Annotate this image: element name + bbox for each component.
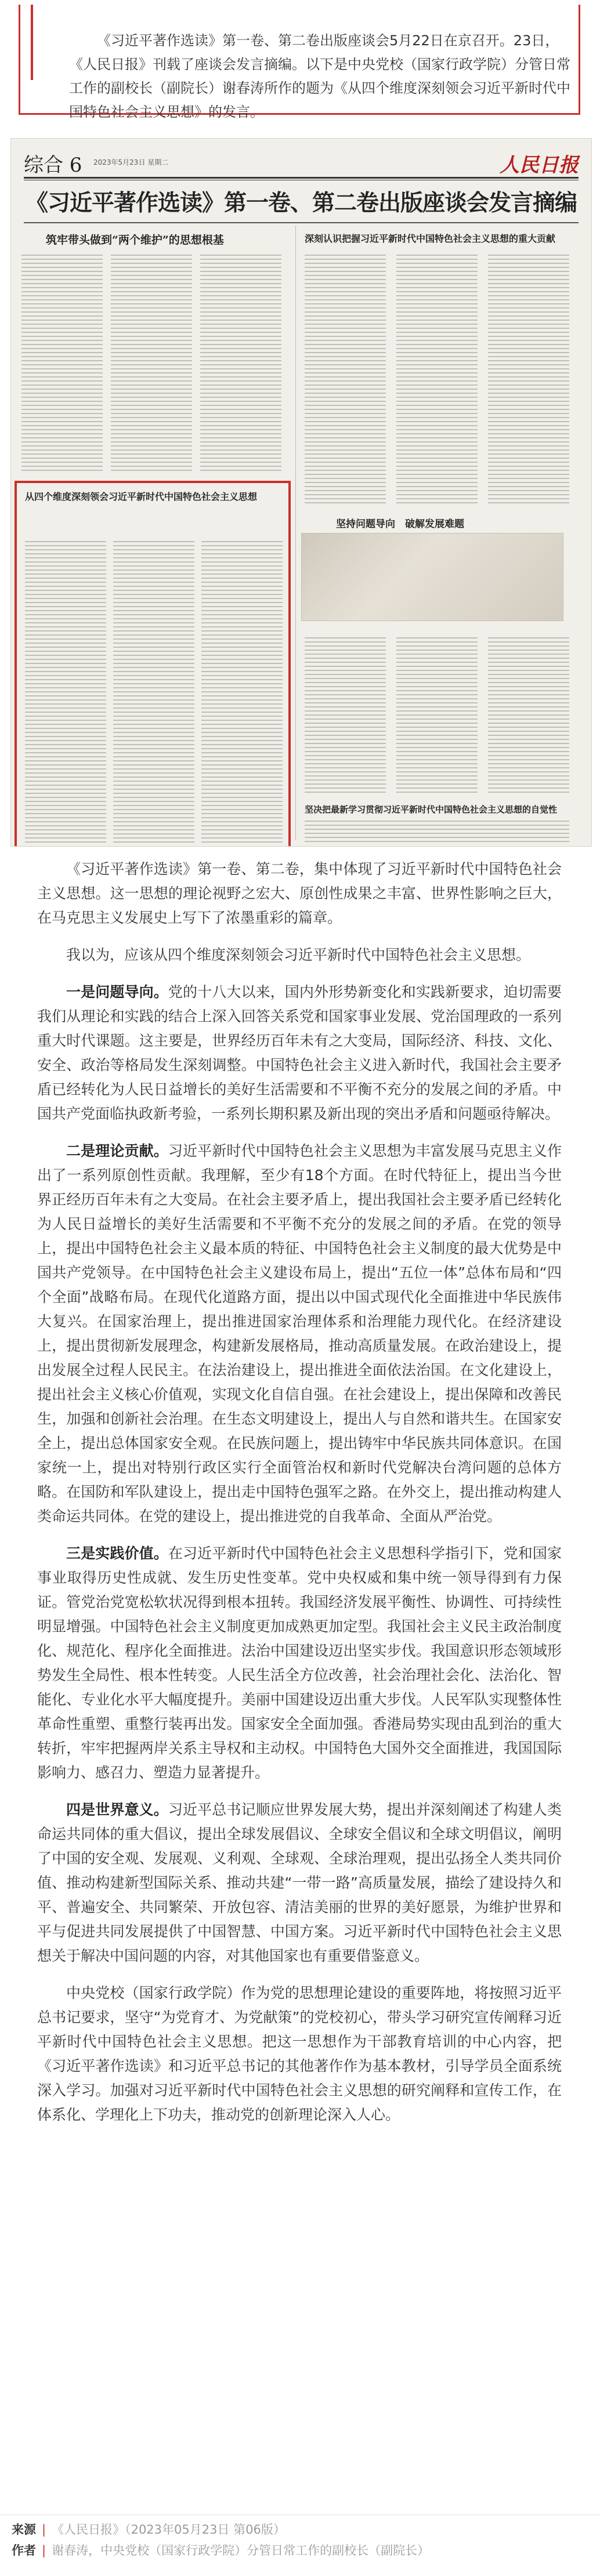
- paragraph: 三是实践价值。在习近平新时代中国特色社会主义思想科学指引下，党和国家事业取得历史性成就、发生历史性变革。党中央权威和集中统一领导得到有力保证。管党治党宽松软状况得到根本扭转。我国经济发展平衡性、协调性、可持续性明显增强。中国特色社会主义制度更加成熟更加定型。我国社会主义民主政治制度化、规范化、程序化全面推进。法治中国建设迈出坚实步伐。我国意识形态领域形势发生全局性、根本性转变。人民生活全方位改善，社会治理社会化、法治化、智能化、专业化水平大幅度提升。美丽中国建设迈出重大步伐。人民军队实现整体性革命性重塑、重整行装再出发。国家安全全面加强。香港局势实现由乱到治的重大转折，牢牢把握两岸关系主导权和主动权。中国特色大国外交全面推进，我国国际影响力、感召力、塑造力显著提升。: [37, 1545, 562, 1781]
- article-text-block: [111, 255, 192, 472]
- source-value[interactable]: 《人民日报》（2023年05月23日 第06版）: [52, 2523, 285, 2537]
- article-footer: [12, 2519, 592, 2561]
- masthead: [24, 149, 579, 177]
- paragraph-lead: 四是世界意义。: [66, 1801, 168, 1818]
- highlighted-article: [15, 481, 291, 847]
- masthead-rule: [24, 177, 579, 179]
- paragraph: 二是理论贡献。习近平新时代中国特色社会主义思想为丰富发展马克思主义作出了一系列原创性贡献。我理解，至少有18个方面。在时代特征上，提出当今世界正经历百年未有之大变局。在社会主要矛盾上，提出我国社会主要矛盾已经转化为人民日益增长的美好生活需要和不平衡不充分的发展之间的矛盾。在党的领导上，提出中国特色社会主义最本质的特征、中国特色社会主义制度的最大优势是中国共产党领导。在中国特色社会主义建设布局上，提出“五位一体”总体布局和“四个全面”战略布局。在现代化道路方面，提出以中国式现代化全面推进中华民族伟大复兴。在国家治理上，提出推进国家治理体系和治理能力现代化。在经济建设上，提出贯彻新发展理念，构建新发展格局，推动高质量发展。在政治建设上，提出发展全过程人民民主。在法治建设上，提出推进全面依法治国。在文化建设上，提出社会主义核心价值观，实现文化自信自强。在社会建设上，提出保障和改善民生，加强和创新社会治理。在生态文明建设上，提出人与自然和谐共生。在国家安全上，提出总体国家安全观。在民族问题上，提出铸牢中华民族共同体意识。在国家统一上，提出对特别行政区实行全面管治权和新时代党解决台湾问题的总体方略。在国防和军队建设上，提出走中国特色强军之路。在外交上，提出推动构建人类命运共同体。在党的建设上，提出推进党的自我革命、全面从严治党。: [37, 1142, 562, 1525]
- paragraph: 《习近平著作选读》第一卷、第二卷，集中体现了习近平新时代中国特色社会主义思想。这一思想的理论视野之宏大、原创性成果之丰富、世界性影响之巨大，在马克思主义发展史上写下了浓墨重彩的篇章。: [37, 861, 562, 926]
- author-label: 作者: [12, 2544, 36, 2557]
- article-text-block: [201, 541, 283, 843]
- paragraph: 中央党校（国家行政学院）作为党的思想理论建设的重要阵地，将按照习近平总书记要求，坚守“为党育才、为党献策”的党校初心，带头学习研究宣传阐释习近平新时代中国特色社会主义思想。把这一思想作为干部教育培训的中心内容，把《习近平著作选读》和习近平总书记的其他著作作为基本教材，引导学员全面系统深入学习。加强对习近平新时代中国特色社会主义思想的研究阐释和宣传工作，在体系化、学理化上下功夫，推动党的创新理论深入人心。: [37, 1984, 562, 2123]
- lead-text: 《习近平著作选读》第一卷、第二卷出版座谈会5月22日在京召开。23日，《人民日报》刊载了座谈会发言摘编。以下是中央党校（国家行政学院）分管日常工作的副校长（副院长）谢春涛所作的题为《从四个维度深刻领会习近平新时代中国特色社会主义思想》的发言。: [69, 32, 570, 120]
- article-heading: 坚持问题导向 破解发展难题: [336, 518, 464, 530]
- article-text-block: [21, 255, 103, 472]
- article-text-block: [488, 637, 569, 794]
- separator: |: [42, 2544, 46, 2557]
- paragraph-lead: 三是实践价值。: [66, 1545, 168, 1562]
- lead-accent-bar: [31, 5, 33, 80]
- paragraph-lead: 二是理论贡献。: [66, 1142, 168, 1159]
- author-row: [12, 2540, 592, 2561]
- source-row: [12, 2519, 592, 2540]
- section-name: 综合 6: [24, 154, 82, 177]
- article-text-block: [305, 637, 386, 794]
- article-text-block: [113, 541, 194, 843]
- article-heading: 筑牢带头做到“两个维护”的思想根基: [46, 234, 224, 246]
- paragraph-lead: 一是问题导向。: [66, 984, 168, 1000]
- article-body: [37, 857, 562, 2140]
- paragraph: 四是世界意义。习近平总书记顺应世界发展大势，提出并深刻阐述了构建人类命运共同体的重大倡议，提出全球发展倡议、全球安全倡议和全球文明倡议，阐明了中国的安全观、发展观、义利观、全球观、全球治理观，提出弘扬全人类共同价值、推动构建新型国际关系、推动共建“一带一路”高质量发展，描绘了建设持久和平、普遍安全、共同繁荣、开放包容、清洁美丽的世界的美好愿景，为维护世界和平与促进共同发展提供了中国智慧、中国方案。习近平新时代中国特色社会主义思想关于解决中国问题的内容，对其他国家也有重要借鉴意义。: [37, 1801, 562, 1964]
- article-photo: [301, 533, 563, 621]
- article-text-block: [25, 541, 106, 843]
- paragraph: 我以为，应该从四个维度深刻领会习近平新时代中国特色社会主义思想。: [66, 946, 531, 963]
- article-text-block: [488, 255, 569, 504]
- article-text-block: [305, 821, 569, 844]
- paragraph: 一是问题导向。党的十八大以来，国内外形势新变化和实践新要求，迫切需要我们从理论和实践的结合上深入回答关系党和国家事业发展、党治国理政的一系列重大时代课题。这主要是，世界经历百年未有之大变局，国际经济、科技、文化、安全、政治等格局发生深刻调整。中国特色社会主义进入新时代，我国社会主要矛盾已经转化为人民日益增长的美好生活需要和不平衡不充分的发展之间的矛盾。中国共产党面临执政新考验，一系列长期积累及新出现的突出矛盾和问题亟待解决。: [37, 984, 562, 1122]
- lead-quote-box: [19, 5, 580, 120]
- headline-rule: [24, 222, 579, 223]
- column-separator: [295, 226, 296, 840]
- article-text-block: [305, 255, 386, 504]
- article-heading: 深刻认识把握习近平新时代中国特色社会主义思想的重大贡献: [305, 233, 556, 244]
- newspaper-page-image[interactable]: [10, 138, 592, 847]
- article-heading: 坚决把最新学习贯彻习近平新时代中国特色社会主义思想的自觉性: [305, 804, 558, 815]
- newspaper-headline: 《习近平著作选读》第一卷、第二卷出版座谈会发言摘编: [25, 190, 577, 216]
- newspaper-logo: 人民日报: [500, 154, 579, 177]
- separator: |: [42, 2523, 46, 2537]
- source-label: 来源: [12, 2523, 36, 2537]
- section-date: 2023年5月23日 星期二: [93, 158, 169, 166]
- article-text-block: [396, 637, 478, 794]
- article-text-block: [200, 255, 281, 472]
- highlighted-article-heading: 从四个维度深刻领会习近平新时代中国特色社会主义思想: [25, 491, 258, 502]
- article-text-block: [396, 255, 478, 504]
- author-value: 谢春涛，中央党校（国家行政学院）分管日常工作的副校长（副院长）: [52, 2544, 430, 2557]
